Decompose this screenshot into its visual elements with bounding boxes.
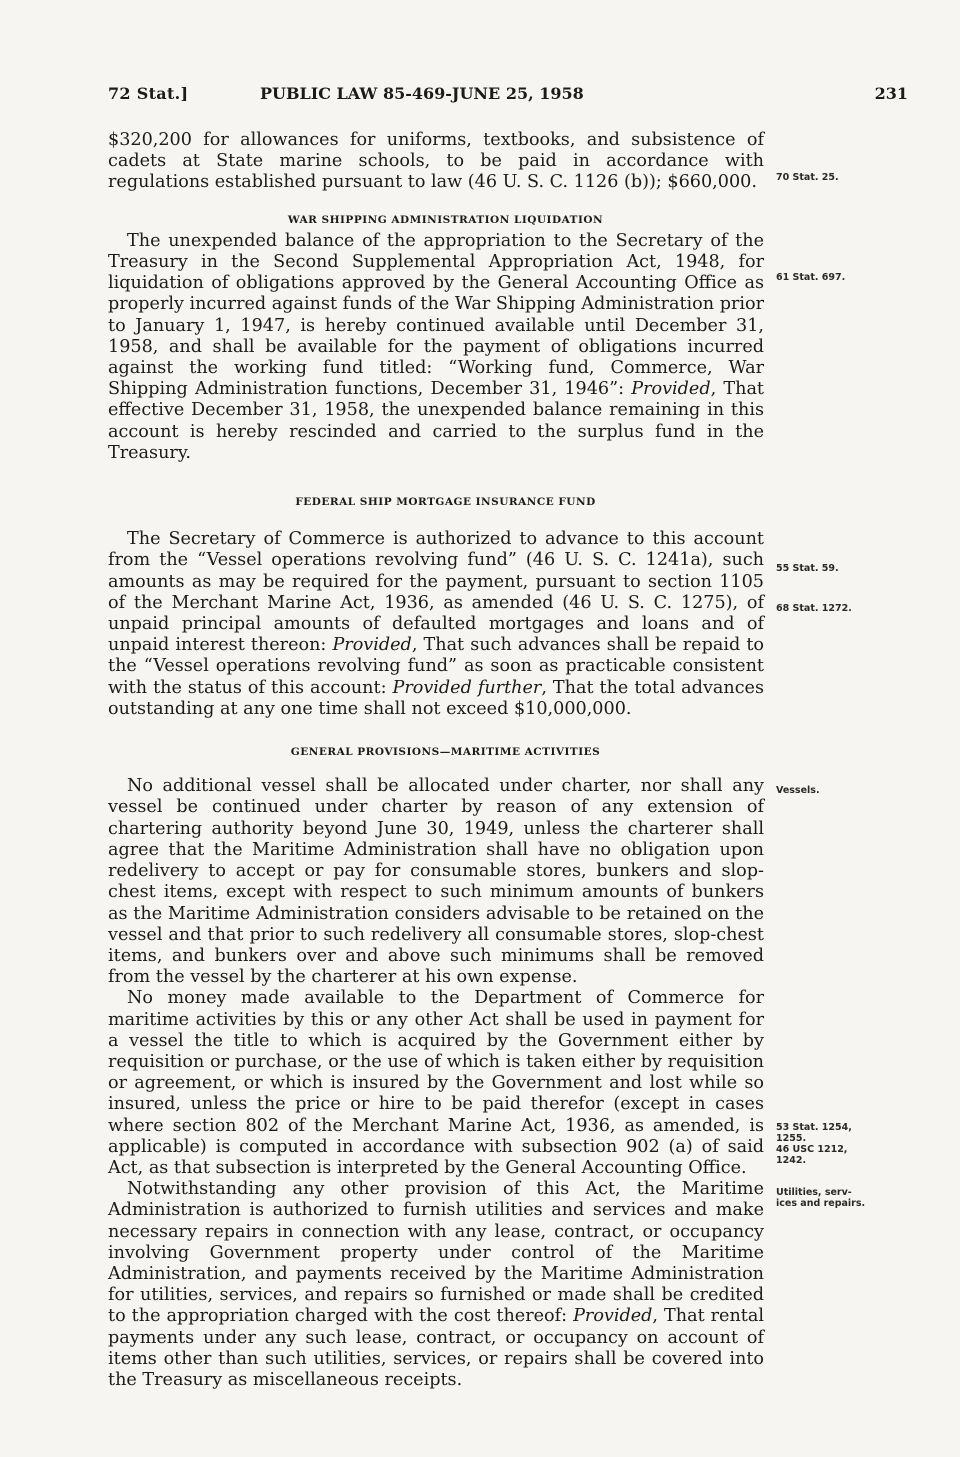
margin-citation-61-stat-697: 61 Stat. 697. <box>776 272 846 283</box>
text-run: , That rental payments under any such lease, contract, or occupancy on account of items other than such utilities, services, or repairs shall be covered into the Treasury as miscellaneous receipts. <box>108 1306 764 1390</box>
paragraph-ship-mortgage-fund <box>108 529 764 720</box>
italic-provided-further: Provided further <box>392 677 542 698</box>
page-number: 231 <box>874 84 908 103</box>
section-heading-war-shipping: WAR SHIPPING ADMINISTRATION LIQUIDATION <box>287 213 604 226</box>
italic-provided: Provided <box>631 379 711 400</box>
text-run: The unexpended balance of the appropriation to the Secretary of the Treasury in the Second Supplemental Appropriation Act, 1948, for liquidation of obligations approved by the General Accounting Office as properly incurred against funds of the War Shipping Administration prior to January 1, 1947, is hereby continued available until December 31, 1958, and shall be available for the payment of obligations incurred against the working fund titled: “Working fund, Commerce, War Shipping Administration functions, December 31, 1946”: <box>108 230 764 400</box>
margin-line: 53 Stat. 1254, <box>776 1122 852 1133</box>
paragraph-utilities-services <box>108 1179 764 1391</box>
text-run: Notwithstanding any other provision of this Act, the Maritime Administration is authorized to furnish utilities and services and make necessary repairs in connection with any lease, contract, or occupancy involving Government property under control of the Maritime Administration, and payments received by the Maritime Administration for utilities, services, and repairs so furnished or made shall be credited to the appropriation charged with the cost thereof: <box>108 1179 764 1327</box>
paragraph-cadets-allowances: $320,200 for allowances for uniforms, textbooks, and subsistence of cadets at State marine schools, to be paid in accordance with regulations established pursuant to law (46 U. S. C. 1126 (b)); $660,000. <box>108 130 764 193</box>
margin-line: 1255. <box>776 1133 807 1144</box>
running-header <box>108 84 908 108</box>
paragraph-vessel-charter: No additional vessel shall be allocated under charter, nor shall any vessel be continued under charter by reason of any extension of chartering authority beyond June 30, 1949, unless the charterer shall agree that the Maritime Administration shall have no obligation upon redelivery to accept or pay for consumable stores, bunkers and slop-chest items, except with respect to such minimum amounts of bunkers as the Maritime Administration considers advisable to be retained on the vessel and that prior to such redelivery all consumable stores, slop-chest items, and bunkers over and above such minimums shall be removed from the vessel by the charterer at his own expense. <box>108 776 764 988</box>
paragraph-vessel-payment: No money made available to the Department of Commerce for maritime activities by this or any other Act shall be used in payment for a vessel the title to which is acquired by the Government either by requisition or purchase, or the use of which is taken either by requisition or agreement, or which is insured by the Government and lost while so insured, unless the price or hire to be paid therefor (except in cases where section 802 of the Merchant Marine Act, 1936, as amended, is applicable) is computed in accordance with subsection 902 (a) of said Act, as that subsection is interpreted by the General Accounting Office. <box>108 988 764 1178</box>
margin-line: Utilities, serv- <box>776 1187 852 1198</box>
italic-provided: Provided <box>573 1306 653 1327</box>
margin-citation-68-stat-1272: 68 Stat. 1272. <box>776 603 852 614</box>
margin-citation-55-stat-59: 55 Stat. 59. <box>776 563 839 574</box>
margin-topic-vessels: Vessels. <box>776 785 820 796</box>
text-run: The Secretary of Commerce is authorized to advance to this account from the “Vessel operations revolving fund” (46 U. S. C. 1241a), such amounts as may be required for the payment, pursuant to section 1105 of the Merchant Marine Act, 1936, as amended (46 U. S. C. 1275), of unpaid principal amounts of defaulted mortgages and loans and of unpaid interest thereon: <box>108 529 764 656</box>
margin-line: 46 USC 1212, <box>776 1144 848 1155</box>
section-heading-general-provisions: GENERAL PROVISIONS—MARITIME ACTIVITIES <box>290 746 601 759</box>
margin-citation-70-stat-25: 70 Stat. 25. <box>776 172 839 183</box>
law-title: PUBLIC LAW 85-469-JUNE 25, 1958 <box>260 84 584 103</box>
text-run: , That the total advances outstanding at any one time shall not exceed $10,000,000. <box>108 677 764 719</box>
margin-topic-utilities <box>776 1187 916 1209</box>
text-run: , That effective December 31, 1958, the unexpended balance remaining in this account is hereby rescinded and carried to the surplus fund in the Treasury. <box>108 379 765 463</box>
paragraph-war-shipping-liquidation <box>108 231 764 464</box>
italic-provided: Provided <box>332 635 412 656</box>
margin-citation-53-stat <box>776 1122 916 1166</box>
volume-reference: 72 Stat.] <box>108 84 189 103</box>
margin-line: ices and repairs. <box>776 1198 866 1209</box>
text-run: , That such advances shall be repaid to the “Vessel operations revolving fund” as soon as practicable consistent with the status of this account: <box>108 635 764 698</box>
section-heading-ship-mortgage: FEDERAL SHIP MORTGAGE INSURANCE FUND <box>295 496 596 509</box>
margin-line: 1242. <box>776 1155 807 1166</box>
main-text-column <box>108 130 764 1391</box>
